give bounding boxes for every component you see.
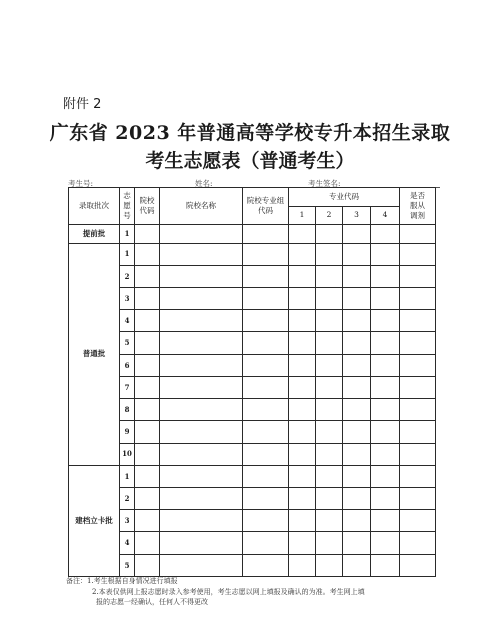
blank-cell[interactable] [371,532,400,554]
blank-cell[interactable] [160,554,243,576]
choice-number: 5 [120,554,135,576]
choice-number: 8 [120,399,135,421]
blank-cell[interactable] [316,354,343,376]
blank-cell[interactable] [243,465,289,487]
blank-cell[interactable] [289,443,316,465]
blank-cell[interactable] [289,421,316,443]
table-row [69,465,436,487]
blank-cell[interactable] [400,332,436,354]
blank-cell[interactable] [160,487,243,509]
choice-number: 7 [120,376,135,398]
blank-cell[interactable] [289,310,316,332]
blank-cell[interactable] [316,399,343,421]
blank-cell[interactable] [289,376,316,398]
major-col-3: 3 [343,206,371,225]
blank-cell[interactable] [316,532,343,554]
blank-cell[interactable] [160,376,243,398]
blank-cell[interactable] [371,265,400,287]
blank-cell[interactable] [343,243,371,265]
note-line-2: 2.本表仅供网上报志愿时录入参考使用，考生志愿以网上填报及确认的为准。考生网上填 [92,587,365,596]
choice-number: 5 [120,332,135,354]
blank-cell[interactable] [135,287,160,309]
blank-cell[interactable] [316,225,343,244]
blank-cell[interactable] [160,225,243,244]
blank-cell[interactable] [289,532,316,554]
blank-cell[interactable] [400,265,436,287]
blank-cell[interactable] [160,465,243,487]
blank-cell[interactable] [289,487,316,509]
blank-cell[interactable] [343,487,371,509]
header-major-group-code: 院校专业组代码 [243,188,289,225]
blank-cell[interactable] [135,310,160,332]
blank-cell[interactable] [135,399,160,421]
blank-cell[interactable] [371,376,400,398]
choice-number: 1 [120,465,135,487]
table-row [69,287,436,309]
blank-cell[interactable] [243,243,289,265]
blank-cell[interactable] [400,225,436,244]
choice-number: 10 [120,443,135,465]
blank-cell[interactable] [343,399,371,421]
blank-cell[interactable] [343,510,371,532]
header-row [69,188,436,207]
blank-cell[interactable] [400,487,436,509]
major-col-4: 4 [371,206,400,225]
blank-cell[interactable] [343,332,371,354]
blank-cell[interactable] [400,532,436,554]
blank-cell[interactable] [243,532,289,554]
table-row [69,376,436,398]
blank-cell[interactable] [316,510,343,532]
blank-cell[interactable] [243,354,289,376]
batch-regular: 普通批 [69,243,120,465]
blank-cell[interactable] [135,376,160,398]
choice-number: 3 [120,287,135,309]
blank-cell[interactable] [135,265,160,287]
blank-cell[interactable] [243,443,289,465]
choice-number: 2 [120,265,135,287]
blank-cell[interactable] [160,243,243,265]
blank-cell[interactable] [343,225,371,244]
choice-number: 3 [120,510,135,532]
notes [66,576,466,608]
blank-cell[interactable] [135,243,160,265]
table-row [69,354,436,376]
blank-cell[interactable] [400,287,436,309]
blank-cell[interactable] [135,354,160,376]
major-col-1: 1 [289,206,316,225]
blank-cell[interactable] [400,421,436,443]
attachment-label: 附件 2 [63,97,102,112]
table-row [69,532,436,554]
header-school-name: 院校名称 [160,188,243,225]
blank-cell[interactable] [400,554,436,576]
blank-cell[interactable] [400,443,436,465]
blank-cell[interactable] [243,287,289,309]
blank-cell[interactable] [316,465,343,487]
blank-cell[interactable] [160,310,243,332]
table-row [69,487,436,509]
blank-cell[interactable] [289,243,316,265]
blank-cell[interactable] [243,310,289,332]
batch-advance: 提前批 [69,225,120,244]
blank-cell[interactable] [243,225,289,244]
blank-cell[interactable] [343,310,371,332]
blank-cell[interactable] [371,510,400,532]
header-choice-no: 志愿号 [120,188,135,225]
choice-number: 2 [120,487,135,509]
note-line-3: 报的志愿一经确认，任何人不得更改 [96,598,208,606]
blank-cell[interactable] [289,265,316,287]
exam-no-label: 考生号: [68,179,94,188]
blank-cell[interactable] [343,443,371,465]
choice-number: 4 [120,532,135,554]
table-row [69,265,436,287]
blank-cell[interactable] [135,465,160,487]
table-row [69,332,436,354]
blank-cell[interactable] [316,443,343,465]
blank-cell[interactable] [289,465,316,487]
major-col-2: 2 [316,206,343,225]
blank-cell[interactable] [289,287,316,309]
table-row [69,310,436,332]
blank-cell[interactable] [316,376,343,398]
blank-cell[interactable] [316,332,343,354]
table-row [69,243,436,265]
choice-form-table [68,187,436,577]
blank-cell[interactable] [160,443,243,465]
blank-cell[interactable] [400,376,436,398]
choice-number: 9 [120,421,135,443]
blank-cell[interactable] [289,354,316,376]
blank-cell[interactable] [135,332,160,354]
blank-cell[interactable] [371,487,400,509]
blank-cell[interactable] [135,510,160,532]
header-adjust: 是否服从调剂 [400,188,436,225]
blank-cell[interactable] [343,554,371,576]
blank-cell[interactable] [316,310,343,332]
blank-cell[interactable] [289,510,316,532]
blank-cell[interactable] [343,532,371,554]
blank-cell[interactable] [243,510,289,532]
form-title-line1: 广东省 2023 年普通高等学校专升本招生录取 [49,122,451,144]
header-school-code: 院校代码 [135,188,160,225]
blank-cell[interactable] [243,554,289,576]
blank-cell[interactable] [243,421,289,443]
note-line-1: 备注：1.考生根据自身情况进行填报 [66,577,178,585]
blank-cell[interactable] [400,354,436,376]
blank-cell[interactable] [371,332,400,354]
blank-cell[interactable] [316,265,343,287]
blank-cell[interactable] [371,554,400,576]
header-batch: 录取批次 [69,188,120,225]
blank-cell[interactable] [160,399,243,421]
blank-cell[interactable] [160,265,243,287]
blank-cell[interactable] [400,465,436,487]
blank-cell[interactable] [289,332,316,354]
blank-cell[interactable] [316,554,343,576]
table-row [69,421,436,443]
table-row [69,443,436,465]
blank-cell[interactable] [371,354,400,376]
blank-cell[interactable] [135,225,160,244]
blank-cell[interactable] [243,332,289,354]
blank-cell[interactable] [316,487,343,509]
blank-cell[interactable] [371,243,400,265]
blank-cell[interactable] [371,421,400,443]
blank-cell[interactable] [160,354,243,376]
blank-cell[interactable] [289,554,316,576]
batch-archive: 建档立卡批 [69,465,120,576]
blank-cell[interactable] [400,310,436,332]
blank-cell[interactable] [135,421,160,443]
blank-cell[interactable] [289,399,316,421]
header-major-code: 专业代码 [289,188,400,207]
blank-cell[interactable] [135,443,160,465]
table-row [69,399,436,421]
form-title-line2: 考生志愿表（普通考生） [145,150,355,172]
choice-number: 1 [120,225,135,244]
table-row [69,225,436,244]
blank-cell[interactable] [160,421,243,443]
blank-cell[interactable] [316,243,343,265]
blank-cell[interactable] [289,225,316,244]
blank-cell[interactable] [371,465,400,487]
blank-cell[interactable] [371,225,400,244]
blank-cell[interactable] [243,487,289,509]
blank-cell[interactable] [400,243,436,265]
blank-cell[interactable] [400,399,436,421]
choice-number: 1 [120,243,135,265]
blank-cell[interactable] [371,287,400,309]
blank-cell[interactable] [160,510,243,532]
blank-cell[interactable] [343,354,371,376]
blank-cell[interactable] [400,510,436,532]
blank-cell[interactable] [371,399,400,421]
blank-cell[interactable] [343,465,371,487]
blank-cell[interactable] [160,287,243,309]
choice-number: 6 [120,354,135,376]
blank-cell[interactable] [135,532,160,554]
blank-cell[interactable] [343,421,371,443]
blank-cell[interactable] [316,421,343,443]
blank-cell[interactable] [135,554,160,576]
blank-cell[interactable] [243,265,289,287]
table-row [69,510,436,532]
blank-cell[interactable] [371,443,400,465]
table-row [69,554,436,576]
blank-cell[interactable] [343,376,371,398]
blank-cell[interactable] [135,487,160,509]
blank-cell[interactable] [160,532,243,554]
blank-cell[interactable] [243,376,289,398]
choice-number: 4 [120,310,135,332]
blank-cell[interactable] [371,310,400,332]
signature-label: 考生签名: [308,179,341,188]
blank-cell[interactable] [343,287,371,309]
name-label: 姓名: [195,179,213,188]
blank-cell[interactable] [160,332,243,354]
blank-cell[interactable] [316,287,343,309]
blank-cell[interactable] [343,265,371,287]
blank-cell[interactable] [243,399,289,421]
